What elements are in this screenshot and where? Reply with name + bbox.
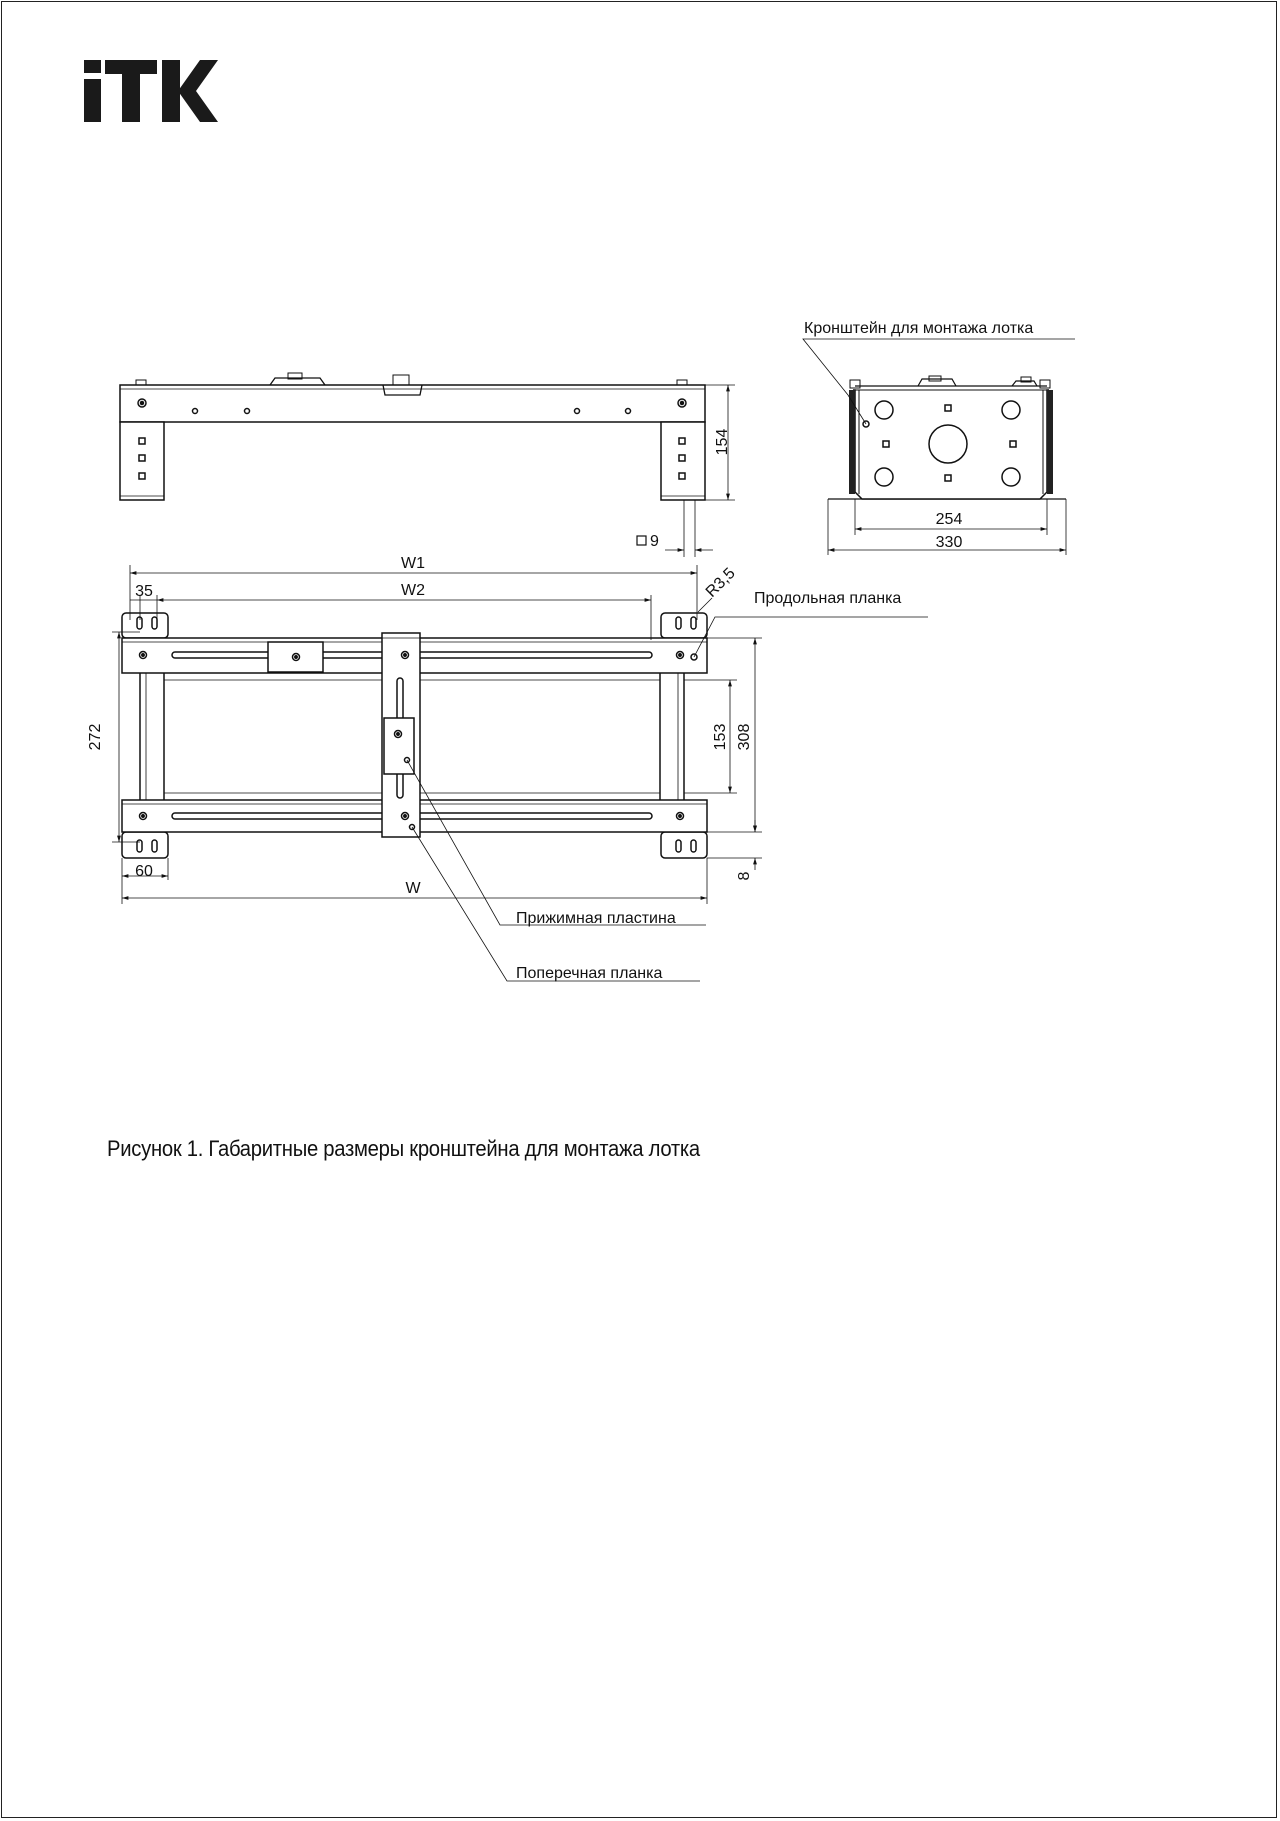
dim-254: 254 (935, 511, 963, 528)
square-hole-icon (637, 536, 646, 545)
callout-bracket: Кронштейн для монтажа лотка (804, 320, 1034, 337)
callout-longitudinal-bar: Продольная планка (754, 590, 902, 607)
callout-cross-bar: Поперечная планка (516, 965, 663, 982)
dim-60: 60 (135, 863, 153, 880)
dim-9: 9 (650, 533, 659, 550)
dim-308: 308 (736, 723, 753, 751)
side-view (828, 376, 1066, 499)
dim-w2: W2 (401, 582, 425, 599)
plan-view (122, 613, 707, 858)
dim-r35: R3,5 (702, 564, 739, 601)
dim-35: 35 (135, 583, 153, 600)
front-view (120, 373, 705, 500)
dim-330: 330 (935, 534, 963, 551)
dim-272: 272 (87, 723, 104, 751)
dim-8: 8 (736, 871, 753, 881)
dim-w: W (405, 880, 421, 897)
dim-w1: W1 (401, 555, 425, 572)
dim-153: 153 (712, 723, 729, 751)
callout-clamp-plate: Прижимная пластина (516, 910, 676, 927)
figure-caption: Рисунок 1. Габаритные размеры кронштейна для монтажа лотка (107, 1136, 700, 1161)
dim-154: 154 (714, 428, 731, 456)
